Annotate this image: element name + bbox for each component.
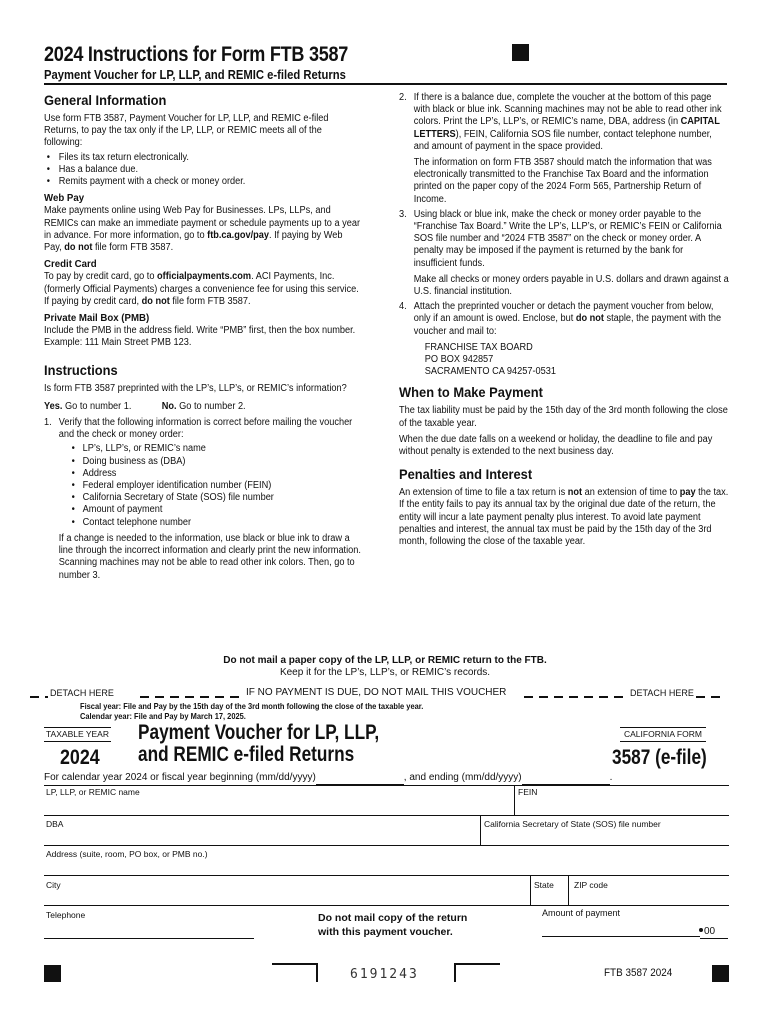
penalties-heading: Penalties and Interest [399, 466, 533, 483]
penalties-pay: pay [679, 487, 696, 499]
penalties-text-a: An extension of time to file a tax return is [399, 487, 568, 499]
fiscal-year-note: Fiscal year: File and Pay by the 15th day of the 3rd month following the close of the taxable year. [80, 701, 424, 711]
grid-line [514, 785, 515, 815]
address-line: FRANCHISE TAX BOARD [424, 341, 533, 353]
step-2-text-b: ), FEIN, California SOS file number, contact telephone number, and amount of payment in the space provided. [413, 128, 712, 152]
detach-here-right: DETACH HERE [630, 688, 694, 698]
taxable-year-label: TAXABLE YEAR [44, 727, 111, 742]
yes-no-row [44, 401, 362, 413]
form-number: 3587 (e-file) [612, 746, 707, 769]
pmb-heading: Private Mail Box (PMB) [44, 312, 150, 325]
right-column [399, 92, 729, 549]
mail-notice-line2: Keep it for the LP’s, LLP’s, or REMIC’s records. [279, 667, 491, 678]
address-line: SACRAMENTO CA 94257-0531 [424, 366, 557, 378]
step-number: 1. [44, 417, 52, 429]
period-line [44, 772, 612, 785]
step-2-text-a: If there is a balance due, complete the voucher at the bottom of this page with black or blue ink. Scanning machines may not be able to read other ink colors. Print the LP’s, LLP’s, or REMIC’s name, DBA, address (in [413, 92, 722, 128]
steps-list-left [44, 417, 362, 582]
when-p1: The tax liability must be paid by the 15th day of the 3rd month following the close of the taxable year. [399, 405, 728, 429]
state-field-label: State [534, 880, 554, 890]
zip-field-label: ZIP code [574, 880, 608, 890]
web-pay-do-not: do not [64, 242, 93, 254]
begin-date-field[interactable] [316, 775, 404, 785]
no-mail-line2: with this payment voucher. [318, 926, 453, 938]
grid-line [480, 815, 481, 845]
step-4-text-a: Attach the preprinted voucher or detach the payment voucher from below, only if an amount is owed. Enclose, but [413, 301, 714, 325]
title-divider [44, 83, 727, 85]
city-field-label: City [46, 880, 61, 890]
general-information-heading: General Information [44, 92, 167, 108]
dba-field-label: DBA [46, 819, 64, 829]
registration-mark-bottom-right [712, 965, 729, 982]
name-field-label: LP, LLP, or REMIC name [46, 787, 140, 797]
period-end-punct: . [609, 772, 613, 783]
instructions-question: Is form FTB 3587 preprinted with the LP’s, LLP’s, or REMIC’s information? [44, 382, 347, 394]
credit-text-a: To pay by credit card, go to [44, 271, 158, 283]
barcode-bracket-right [454, 963, 500, 982]
web-pay-text [44, 205, 362, 254]
fein-field-label: FEIN [518, 787, 538, 797]
due-date-note [80, 701, 423, 721]
step-3-para: Make all checks or money orders payable in U.S. dollars and drawn against a U.S. financial institution. [413, 273, 729, 298]
detach-line [30, 688, 730, 700]
list-item: • Contact telephone number [72, 517, 362, 529]
step-3-text: Using black or blue ink, make the check or money order payable to the “Franchise Tax Board.” Write the LP’s, LLP’s, or REMIC’s FEIN or California SOS file number and “2024 FTB 3587” on the check or money order. A penalty may be imposed if the payment is returned by the bank for insufficient funds. [413, 208, 722, 269]
dash-segment [30, 696, 48, 698]
no-option [162, 401, 246, 413]
step-2 [399, 92, 729, 206]
sos-field-label: California Secretary of State (SOS) file number [484, 819, 661, 829]
list-item: • Address [72, 468, 362, 480]
mail-notice [0, 655, 770, 679]
capital-letters: CAPITAL LETTERS [413, 116, 720, 140]
pmb-text: Include the PMB in the address field. Write “PMB” first, then the box number. Example: 111 Main Street PMB 123. [44, 325, 356, 349]
penalties-text-b: an extension of time to [582, 487, 680, 499]
grid-line [44, 938, 254, 939]
web-pay-text-b: . If paying by Web Pay, [44, 229, 343, 254]
step-1-text: Verify that the following information is correct before mailing the voucher and the check or money order: [58, 417, 353, 441]
tax-year: 2024 [60, 746, 100, 769]
decimal-point [699, 928, 703, 932]
credit-text-b: . ACI Payments, Inc. (formerly Official Payments) charges a convenience fee for using this service. If paying by credit card, [44, 271, 359, 307]
amount-cents: 00 [704, 926, 716, 937]
steps-list-right [399, 92, 729, 378]
penalties-text [399, 487, 729, 548]
amount-field-label: Amount of payment [542, 908, 621, 918]
dash-segment [524, 696, 628, 698]
grid-line [44, 815, 729, 816]
no-text: Go to number 2. [176, 400, 246, 412]
credit-card-heading: Credit Card [44, 258, 97, 271]
grid-line [530, 875, 531, 905]
credit-text-c: file form FTB 3587. [169, 295, 251, 307]
list-item: • LP’s, LLP’s, or REMIC’s name [72, 443, 362, 455]
cents-underline [700, 938, 728, 939]
step-1-after: If a change is needed to the information, use black or blue ink to draw a line through the incorrect information and clearly print the new information. Scanning machines may not be able to read other ink colors. Then, go to number 3. [58, 532, 361, 581]
no-mail-line1: Do not mail copy of the return [318, 912, 468, 924]
period-end-label: , and ending (mm/dd/yyyy) [403, 772, 522, 783]
period-begin-label: For calendar year 2024 or fiscal year beginning (mm/dd/yyyy) [44, 772, 316, 783]
grid-line [44, 785, 729, 786]
step-number: 2. [399, 92, 407, 103]
left-column [44, 92, 362, 585]
page-title: 2024 Instructions for Form FTB 3587 [44, 43, 349, 66]
step-3 [399, 209, 729, 298]
end-date-field[interactable] [522, 775, 610, 785]
list-item: • Remits payment with a check or money order. [44, 176, 362, 188]
step-number: 3. [399, 208, 407, 220]
page-subtitle: Payment Voucher for LP, LLP, and REMIC e-filed Returns [44, 68, 346, 82]
credit-card-text [44, 271, 362, 308]
voucher-title [138, 722, 379, 766]
conditions-list [44, 152, 362, 189]
step-4 [399, 301, 729, 378]
web-pay-text-a: Make payments online using Web Pay for Businesses. LPs, LLPs, and REMICs can make an immediate payment or schedule payments up to a year in advance. For more information, go to [44, 205, 361, 241]
credit-card-link[interactable]: officialpayments.com [157, 271, 252, 283]
dash-segment [696, 696, 726, 698]
grid-line [44, 845, 729, 846]
verify-list [72, 443, 362, 528]
web-pay-text-c: file form FTB 3587. [92, 242, 174, 254]
grid-line [44, 905, 729, 906]
mailing-address [425, 342, 729, 379]
web-pay-heading: Web Pay [44, 192, 85, 205]
list-item: • Doing business as (DBA) [72, 456, 362, 468]
no-label: No. [161, 400, 177, 412]
telephone-field-label: Telephone [46, 910, 86, 920]
credit-do-not: do not [141, 295, 170, 307]
calendar-year-note: Calendar year: File and Pay by March 17, 2025. [80, 711, 246, 721]
list-item: • Has a balance due. [44, 164, 362, 176]
do-not-mail-copy [318, 911, 467, 939]
when-to-pay-heading: When to Make Payment [399, 384, 543, 401]
penalties-not: not [567, 487, 583, 499]
web-pay-link[interactable]: ftb.ca.gov/pay [207, 229, 269, 241]
scan-line-number: 6191243 [350, 967, 419, 982]
step-number: 4. [399, 301, 407, 313]
amount-entry-line[interactable] [542, 936, 700, 937]
detach-here-left: DETACH HERE [50, 688, 114, 698]
penalties-text-c: the tax. If the entity fails to pay its annual tax by the original due date of the return, the entity will incur a late payment penalty plus interest. To avoid late payment penalties and interest, the annual tax must be paid by the 15th day of the 3rd month, following the close of the taxable year. [399, 487, 729, 548]
list-item: • Amount of payment [72, 504, 362, 516]
step-4-text-b: staple, the payment with the voucher and mail to: [413, 313, 722, 337]
grid-line [568, 875, 569, 905]
california-form-label: CALIFORNIA FORM [620, 727, 706, 742]
mail-notice-line1: Do not mail a paper copy of the LP, LLP, or REMIC return to the FTB. [223, 655, 547, 666]
when-p2: When the due date falls on a weekend or holiday, the deadline to file and pay without penalty is extended to the next business day. [399, 433, 713, 458]
step-1 [44, 417, 362, 582]
registration-mark-bottom-left [44, 965, 61, 982]
registration-mark-top [512, 44, 529, 61]
voucher-title-line2: and REMIC e-filed Returns [138, 743, 355, 766]
dash-segment [140, 696, 244, 698]
instructions-heading: Instructions [44, 361, 118, 378]
yes-label: Yes. [44, 400, 63, 412]
grid-line [44, 875, 729, 876]
list-item: • California Secretary of State (SOS) file number [72, 492, 362, 504]
do-not-staple: do not [575, 313, 604, 325]
step-2-para: The information on form FTB 3587 should match the information that was electronically transmitted to the Franchise Tax Board and the information printed on the paper copy of the 2024 Form 565, Partnership Return of Income. [413, 157, 712, 205]
barcode-bracket-left [272, 963, 318, 982]
list-item: • Files its tax return electronically. [44, 152, 362, 164]
list-item: • Federal employer identification number (FEIN) [72, 480, 362, 492]
footer-form-id: FTB 3587 2024 [604, 967, 673, 979]
voucher-title-line1: Payment Voucher for LP, LLP, [138, 721, 380, 744]
no-payment-notice: IF NO PAYMENT IS DUE, DO NOT MAIL THIS VOUCHER [246, 687, 507, 698]
address-line: PO BOX 942857 [424, 354, 494, 366]
yes-option [44, 401, 162, 413]
yes-text: Go to number 1. [62, 400, 132, 412]
address-field-label: Address (suite, room, PO box, or PMB no.) [46, 849, 208, 859]
general-intro: Use form FTB 3587, Payment Voucher for LP, LLP, and REMIC e-filed Returns, to pay the tax only if the LP, LLP, or REMIC meets all of the following: [44, 113, 329, 149]
